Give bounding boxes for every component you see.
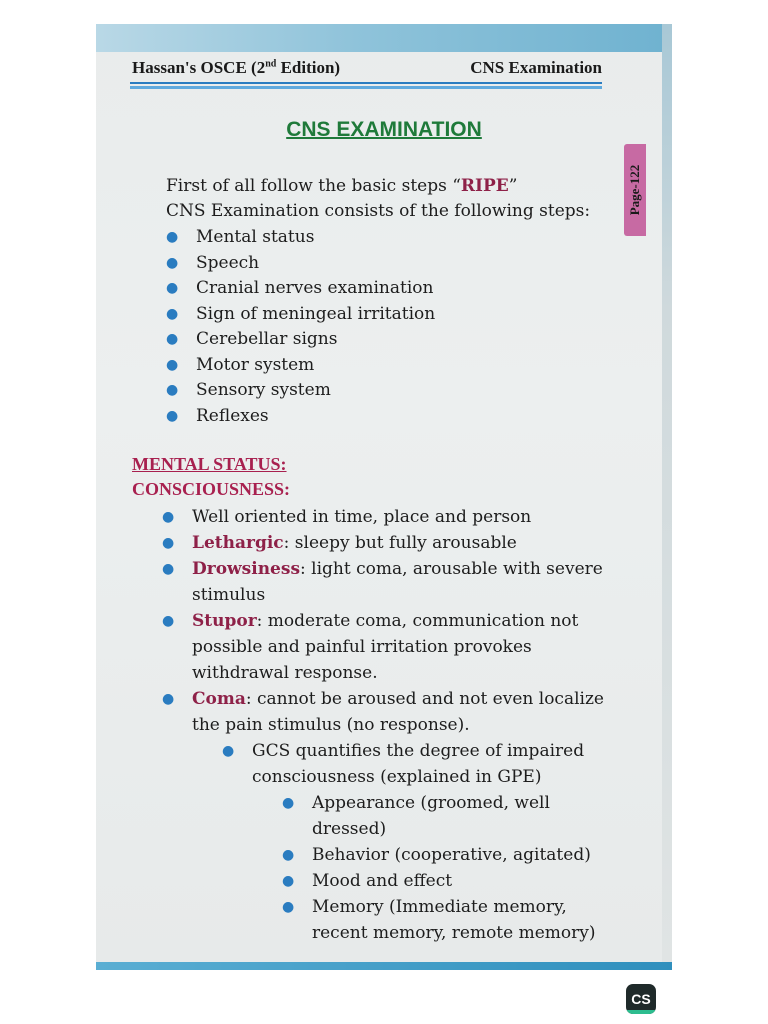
- bullet-icon: ●: [166, 356, 179, 373]
- list-item: ● GCS quantifies the degree of impaired consciousness (explained in GPE) ● Appearance (groomed, well dressed) ● Behavior (cooperative, agitated) ● Mood and effect ● Memory (Immediate memory, recent memory, remote memory): [222, 738, 612, 946]
- list-item: ● Cerebellar signs: [166, 327, 616, 353]
- consciousness-list: [162, 504, 612, 946]
- intro-block: [166, 174, 616, 429]
- header-rule: [130, 82, 602, 84]
- scanned-page: [96, 24, 672, 970]
- list-item: ● Stupor: moderate coma, communication not possible and painful irritation provokes withdrawal response.: [162, 608, 612, 686]
- list-item: ● Reflexes: [166, 404, 616, 430]
- bullet-icon: ●: [162, 509, 175, 525]
- header-section: CNS Examination: [470, 58, 602, 77]
- header-rule-secondary: [130, 86, 602, 89]
- bullet-icon: ●: [166, 280, 179, 296]
- running-header: [132, 58, 602, 82]
- edition-superscript: nd: [265, 58, 277, 70]
- bullet-icon: ●: [166, 331, 179, 347]
- book-title: Hassan's OSCE (2nd Edition): [132, 58, 341, 77]
- list-item: ● Memory (Immediate memory, recent memory, remote memory): [282, 894, 612, 946]
- bullet-icon: ●: [162, 691, 175, 707]
- gcs-list: [222, 738, 612, 946]
- bullet-icon: ●: [282, 795, 295, 811]
- list-item: ● Appearance (groomed, well dressed): [282, 790, 612, 842]
- list-item: ● Well oriented in time, place and person: [162, 504, 612, 530]
- list-item: ● Motor system: [166, 353, 616, 379]
- list-item: ● Sign of meningeal irritation: [166, 302, 616, 328]
- list-item: ● Speech: [166, 251, 616, 277]
- list-item: ● Coma: cannot be aroused and not even localize the pain stimulus (no response). ● GCS quantifies the degree of impaired consciousness (explained in GPE) ● Appearance (groomed, well dressed) ● Behavior (cooperative, agitated) ● Mood and effect ● Memory (Immediate memory, recent memory, remote memory): [162, 686, 612, 946]
- page-number-tab: Page-122: [624, 144, 646, 236]
- bullet-icon: ●: [166, 254, 179, 271]
- list-item: ● Mental status: [166, 225, 616, 251]
- mental-status-sub-list: [282, 790, 612, 946]
- list-item: ● Drowsiness: light coma, arousable with severe stimulus: [162, 556, 612, 608]
- bullet-icon: ●: [282, 873, 295, 889]
- mental-status-heading: MENTAL STATUS:: [132, 454, 287, 474]
- bullet-icon: ●: [222, 743, 235, 759]
- lethargic-term: Lethargic: [192, 533, 284, 553]
- bullet-icon: ●: [166, 407, 179, 424]
- bullet-icon: ●: [162, 535, 175, 551]
- bottom-border-strip: [96, 962, 672, 970]
- steps-list: [166, 225, 616, 429]
- list-item: ● Lethargic: sleepy but fully arousable: [162, 530, 612, 556]
- bullet-icon: ●: [166, 305, 179, 322]
- drowsiness-term: Drowsiness: [192, 559, 301, 579]
- ripe-highlight: RIPE: [460, 176, 509, 196]
- top-border-strip: [96, 24, 672, 52]
- bullet-icon: ●: [162, 561, 175, 577]
- bullet-icon: ●: [166, 229, 179, 245]
- list-item: ● Cranial nerves examination: [166, 276, 616, 302]
- list-item: ● Mood and effect: [282, 868, 612, 894]
- intro-line-2: CNS Examination consists of the following steps:: [166, 201, 591, 221]
- bullet-icon: ●: [166, 382, 179, 398]
- bullet-icon: ●: [282, 899, 295, 915]
- page-title: CNS EXAMINATION: [286, 118, 482, 141]
- camscanner-logo-icon: CS: [626, 984, 656, 1014]
- intro-line-1: First of all follow the basic steps “RIPE”: [166, 176, 518, 196]
- list-item: ● Sensory system: [166, 378, 616, 404]
- stupor-term: Stupor: [192, 611, 257, 631]
- coma-term: Coma: [192, 689, 246, 709]
- bullet-icon: ●: [282, 847, 295, 863]
- right-border-strip: [662, 24, 672, 970]
- list-item: ● Behavior (cooperative, agitated): [282, 842, 612, 868]
- consciousness-heading: CONSCIOUSNESS:: [132, 479, 291, 499]
- bullet-icon: ●: [162, 613, 175, 629]
- mental-status-heading-block: [132, 452, 290, 502]
